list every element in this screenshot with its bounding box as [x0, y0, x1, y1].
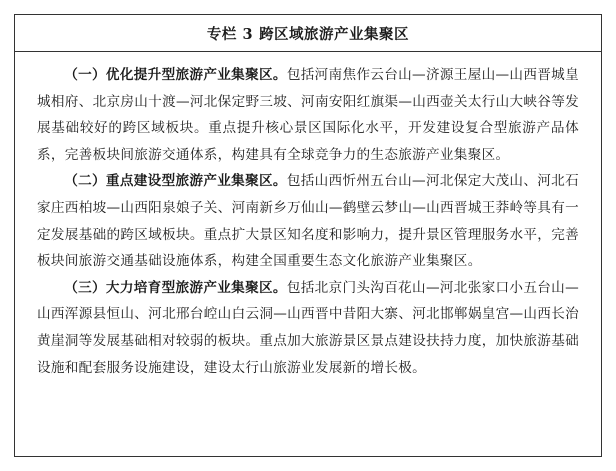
- paragraph-3-text: 包括北京门头沟百花山—河北张家口小五台山—山西浑源县恒山、河北邢台崆山白云洞—山西晋中昔阳大寨、河北邯郸娲皇宫—山西长治黄崖洞等发展基础相对较弱的板块。重点加大旅游景区景点建设扶持力度，加快旅游基础设施和配套服务设施建设，建设太行山旅游业发展新的增长极。: [37, 279, 579, 376]
- paragraph-2: [37, 168, 579, 274]
- paragraph-2-heading: （二）重点建设型旅游产业集聚区。: [64, 173, 287, 190]
- paragraph-1: [37, 62, 579, 168]
- column-title-text: 跨区域旅游产业集聚区: [259, 25, 410, 43]
- paragraph-1-text: 包括河南焦作云台山—济源王屋山—山西晋城皇城相府、北京房山十渡—河北保定野三坡、河南安阳红旗渠—山西壶关太行山大峡谷等发展基础较好的跨区域板块。重点提升核心景区国际化水平，开发建设复合型旅游产品体系，完善板块间旅游交通体系，构建具有全球竞争力的生态旅游产业集聚区。: [37, 67, 579, 163]
- paragraph-1-heading: （一）优化提升型旅游产业集聚区。: [64, 67, 287, 83]
- paragraph-3-heading: （三）大力培育型旅游产业集聚区。: [64, 279, 287, 296]
- paragraph-3: [37, 275, 579, 381]
- paragraph-2-text: 包括山西忻州五台山—河北保定大茂山、河北石家庄西柏坡—山西阳泉娘子关、河南新乡万仙山—鹤壁云梦山—山西晋城王莽岭等具有一定发展基础的跨区域板块。重点扩大景区知名度和影响力，提升景区管理服务水平，完善板块间旅游交通基础设施体系，构建全国重要生态文化旅游产业集聚区。: [37, 173, 579, 270]
- column-box: [14, 14, 602, 457]
- column-content: [15, 52, 601, 389]
- column-title: [15, 15, 601, 52]
- column-number: 专栏 3: [206, 25, 254, 43]
